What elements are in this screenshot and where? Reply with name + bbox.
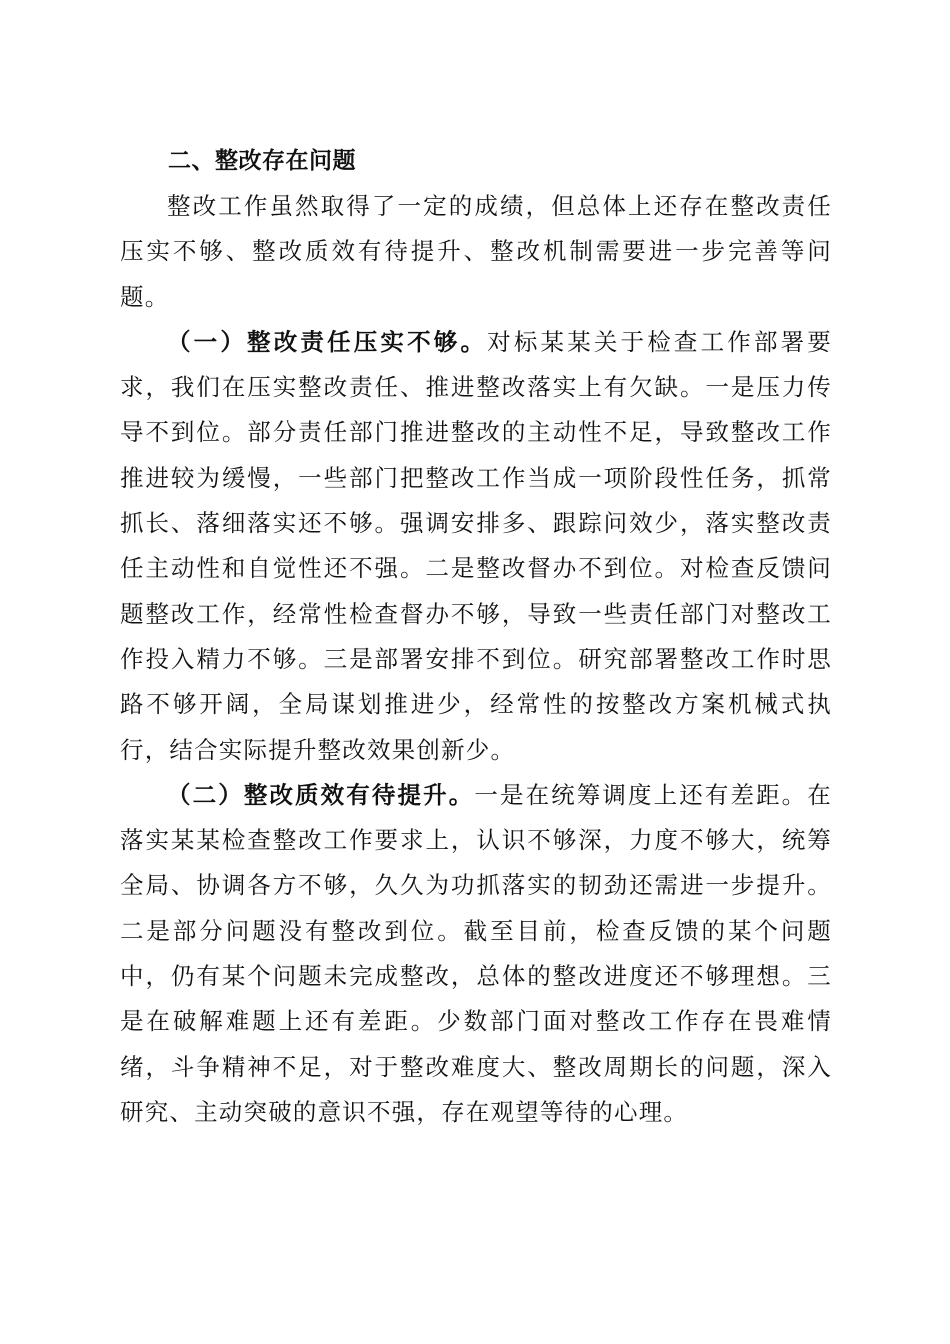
section-heading: 二、整改存在问题 (168, 148, 356, 174)
subsection-1-title: （一）整改责任压实不够。 (167, 327, 488, 356)
subsection-1-paragraph (120, 320, 832, 773)
subsection-2-title: （二）整改质效有待提升。 (167, 780, 475, 809)
subsection-2-paragraph (120, 773, 832, 1135)
subsection-2-body: 一是在统筹调度上还有差距。在落实某某检查整改工作要求上，认识不够深，力度不够大，统筹全局、协调各方不够，久久为功抓落实的韧劲还需进一步提升。二是部分问题没有整改到位。截至目前，检查反馈的某个问题中，仍有某个问题未完成整改，总体的整改进度还不够理想。三是在破解难题上还有差距。少数部门面对整改工作存在畏难情绪，斗争精神不足，对于整改难度大、整改周期长的问题，深入研究、主动突破的意识不强，存在观望等待的心理。 (120, 780, 832, 1126)
intro-paragraph: 整改工作虽然取得了一定的成绩，但总体上还存在整改责任压实不够、整改质效有待提升、整改机制需要进一步完善等问题。 (120, 192, 832, 311)
subsection-1-body: 对标某某关于检查工作部署要求，我们在压实整改责任、推进整改落实上有欠缺。一是压力传导不到位。部分责任部门推进整改的主动性不足，导致整改工作推进较为缓慢，一些部门把整改工作当成一项阶段性任务，抓常抓长、落细落实还不够。强调安排多、跟踪问效少，落实整改责任主动性和自觉性还不强。二是整改督办不到位。对检查反馈问题整改工作，经常性检查督办不够，导致一些责任部门对整改工作投入精力不够。三是部署安排不到位。研究部署整改工作时思路不够开阔，全局谋划推进少，经常性的按整改方案机械式执行，结合实际提升整改效果创新少。 (120, 327, 832, 764)
document-body (120, 138, 832, 1135)
